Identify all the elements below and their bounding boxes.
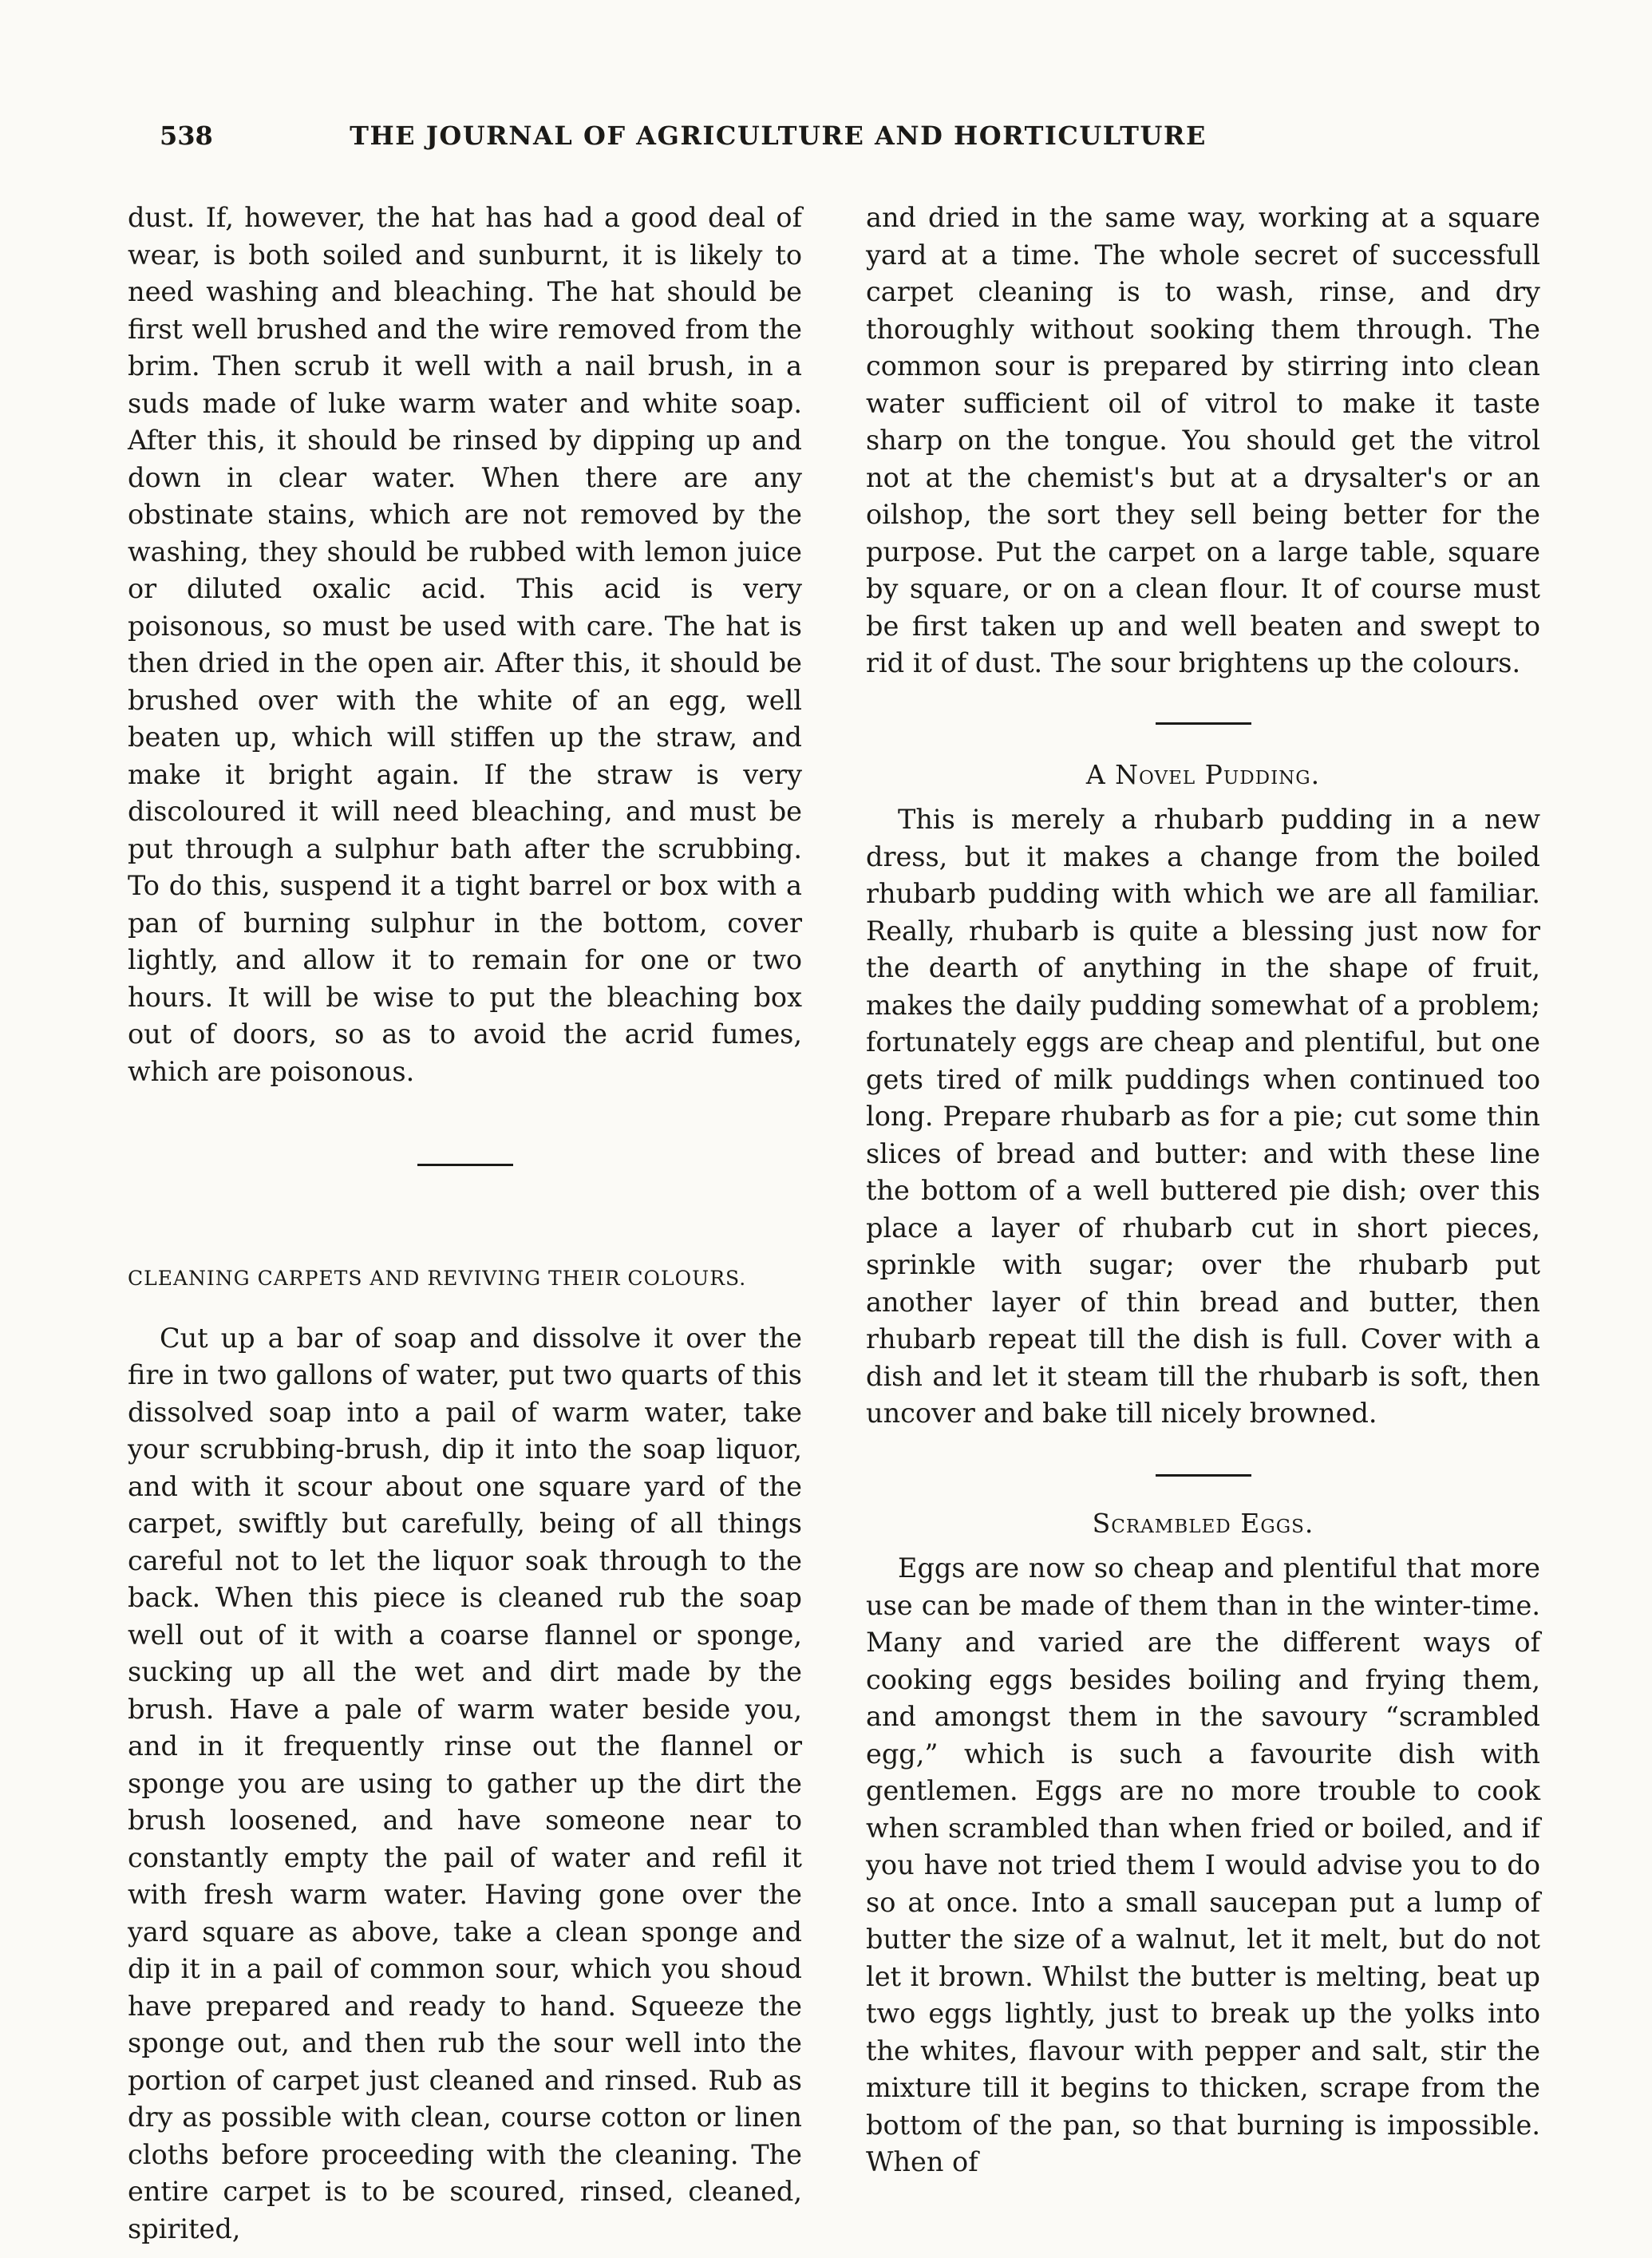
carpets-continued-paragraph: and dried in the same way, working at a square yard at a time. The whole secret of successfull carpet cleaning is to wash, rinse, and dry thoroughly without sooking them through. The common sour is prepared by stirring into clean water sufficient oil of vitrol to make it taste sharp on the tongue. You should get the vitrol not at the chemist's but at a drysalter's or an oilshop, the sort they sell being better for the purpose. Put the carpet on a large table, square by square, or on a clean flour. It of course must be first taken up and well beaten and swept to rid it of dust. The sour brightens up the colours.	[866, 202, 1540, 678]
page-number: 538	[160, 121, 213, 151]
carpets-paragraph: Cut up a bar of soap and dissolve it over the fire in two gallons of water, put two quarts of this dissolved soap into a pail of warm water, take your scrubbing-brush, dip it into the soap liquor, and with it scour about one square yard of the carpet, swiftly but carefully, being of all things careful not to let the liquor soak through to the back. When this piece is cleaned rub the soap well out of it with a coarse flannel or sponge, sucking up all the wet and dirt made by the brush. Have a pale of warm water beside you, and in it frequently rinse out the flannel or sponge you are using to gather up the dirt the brush loosened, and have someone near to constantly empty the pail of water and refil it with fresh warm water. Having gone over the yard square as above, take a clean sponge and dip it in a pail of common sour, which you shoud have prepared and ready to hand. Squeeze the sponge out, and then rub the sour well into the portion of carpet just cleaned and rinsed. Rub as dry as possible with clean, course cotton or linen cloths before proceeding with the cleaning. The entire carpet is to be scoured, rinsed, cleaned, spirited,	[128, 1322, 802, 2244]
right-column	[866, 200, 1540, 2177]
hat-cleaning-paragraph: dust. If, however, the hat has had a good deal of wear, is both soiled and sunburnt, it is likely to need washing and bleaching. The hat should be first well brushed and the wire removed from the brim. Then scrub it well with a nail brush, in a suds made of luke warm water and white soap. After this, it should be rinsed by dipping up and down in clear water. When there are any obstinate stains, which are not removed by the washing, they should be rubbed with lemon juice or diluted oxalic acid. This acid is very poisonous, so must be used with care. The hat is then dried in the open air. After this, it should be brushed over with the white of an egg, well beaten up, which will stiffen up the straw, and make it bright again. If the straw is very discoloured it will need bleaching, and must be put through a sulphur bath after the scrubbing. To do this, suspend it a tight barrel or box with a pan of burning sulphur in the bottom, cover lightly, and allow it to remain for one or two hours. It will be wise to put the bleaching box out of doors, so as to avoid the acrid fumes, which are poisonous.	[128, 202, 802, 1087]
eggs-section-title: Scrambled Eggs.	[1092, 1507, 1314, 1539]
section-divider	[1156, 1474, 1251, 1477]
eggs-paragraph: Eggs are now so cheap and plentiful that more use can be made of them than in the winter-time. Many and varied are the different ways of cooking eggs besides boiling and frying them, and amongst them in the savoury “scrambled egg,” which is such a favourite dish with gentlemen. Eggs are no more trouble to cook when scrambled than when fried or boiled, and if you have not tried them I would advise you to do so at once. Into a small saucepan put a lump of butter the size of a walnut, let it melt, but do not let it brown. Whilst the butter is melting, beat up two eggs lightly, just to break up the yolks into the whites, flavour with pepper and salt, stir the mixture till it begins to thicken, scrape from the bottom of the pan, so that burning is impossible. When of	[866, 1552, 1540, 2177]
page-header	[160, 112, 1301, 160]
pudding-paragraph: This is merely a rhubarb pudding in a new dress, but it makes a change from the boiled rhubarb pudding with which we are all familiar. Really, rhubarb is quite a blessing just now for the dearth of anything in the shape of fruit, makes the daily pudding somewhat of a problem; fortunately eggs are cheap and plentiful, but one gets tired of milk puddings when continued too long. Prepare rhubarb as for a pie; cut some thin slices of bread and butter: and with these line the bottom of a well buttered pie dish; over this place a layer of rhubarb cut in short pieces, sprinkle with sugar; over the rhubarb put another layer of thin bread and butter, then rhubarb repeat till the dish is full. Cover with a dish and let it steam till the rhubarb is soft, then uncover and bake till nicely browned.	[866, 804, 1540, 1429]
running-title: THE JOURNAL OF AGRICULTURE AND HORTICULTURE	[350, 121, 1207, 151]
left-column	[128, 200, 802, 2244]
section-divider	[417, 1164, 513, 1166]
section-divider	[1156, 722, 1251, 725]
pudding-section-title: A Novel Pudding.	[1085, 758, 1321, 790]
carpets-section-title: CLEANING CARPETS AND REVIVING THEIR COLOURS.	[128, 1267, 747, 1290]
